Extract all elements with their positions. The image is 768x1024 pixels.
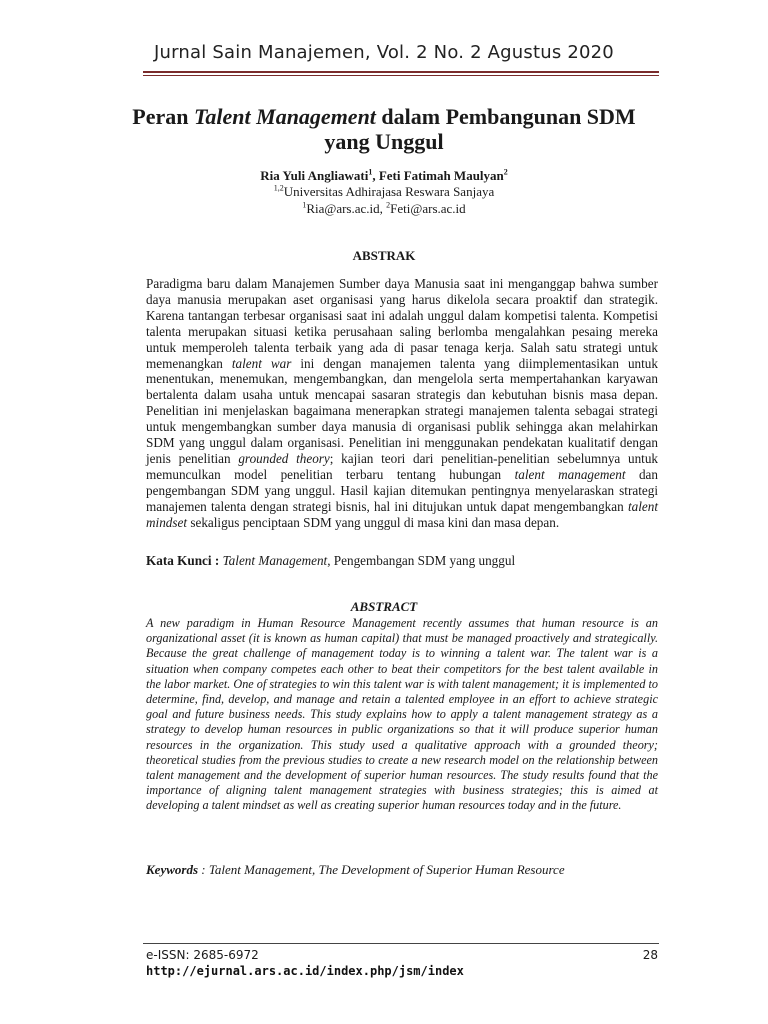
kata-kunci-label: Kata Kunci : xyxy=(146,553,223,568)
abstrak-text: Paradigma baru dalam Manajemen Sumber daya Manusia saat ini menganggap bahwa sumber daya manusia merupakan aset organisasi yang harus dikelola secara proaktif dan strategik. Karena tantangan terbesar organisasi saat ini adalah unggul dalam kompetisi talenta. Kompetisi talenta merupakan situasi ketika perusahaan saling berlomba mengalahkan pesaing mereka untuk memperoleh talenta terbaik yang ada di pasar tenaga kerja. Salah satu strategi untuk memenangkan xyxy=(146,276,658,371)
abstrak-body xyxy=(146,276,658,531)
abstrak-italic: talent management xyxy=(514,466,626,482)
abstrak-text: ; kajian teori dari penelitian-penelitian sebelumnya untuk memunculkan model penelitian terbaru tentang hubungan xyxy=(146,450,659,482)
kata-kunci-italic: Talent Management xyxy=(222,553,328,568)
keywords-text: : Talent Management, The Development of Superior Human Resource xyxy=(198,862,565,877)
journal-url-link[interactable]: http://ejurnal.ars.ac.id/index.php/jsm/index xyxy=(146,964,464,978)
kata-kunci xyxy=(146,553,658,569)
header-rule xyxy=(143,71,659,76)
affil-sup: 1,2 xyxy=(273,183,284,193)
authors xyxy=(0,168,768,184)
email-sup: 1 xyxy=(302,200,307,210)
email-link[interactable]: Feti@ars.ac.id xyxy=(390,201,466,216)
abstrak-text: sekaligus penciptaan SDM yang unggul di masa kini dan masa depan. xyxy=(187,514,560,530)
author-sup: 1 xyxy=(368,167,373,177)
abstrak-italic: talent war xyxy=(231,355,292,371)
abstract-body: A new paradigm in Human Resource Management recently assumes that human resource is an organizational asset (it is known as human capital) that must be managed proactively and strategically. Because the great challenge of management today is to winning a talent war. The talent war is a situation when company competes each other to beat their competitors for the best talent available in the labor market. One of strategies to win this talent war is with talent management; it is implemented to determine, find, develop, and manage and retain a talented employee in an effort to achieve strategic goal and future business needs. This study explains how to apply a talent management strategy as a strategy to develop human resources in public organizations so that it will produce superior human resources in the organization. This study used a qualitative approach with a grounded theory; theoretical studies from the previous studies to create a new research model on the relationship between talent management and the development of superior human resources. The study results found that the importance of aligning talent management strategies with business strategies; this is aimed at developing a talent mindset as well as creating superior human resources today and in the future. xyxy=(146,616,658,813)
email-sup: 2 xyxy=(386,200,391,210)
abstrak-text: dan pengembangan SDM yang unggul. Hasil kajian ditemukan pentingnya menyelaraskan strategi manajemen talenta dengan strategi bisnis, hal ini ditujukan untuk dapat mengembangkan xyxy=(146,466,659,514)
author-sup: 2 xyxy=(503,167,508,177)
kata-kunci-rest: , Pengembangan SDM yang unggul xyxy=(327,553,516,568)
affil-text: Universitas Adhirajasa Reswara Sanjaya xyxy=(283,184,495,199)
paper-title xyxy=(120,104,648,154)
emails xyxy=(0,201,768,217)
footer-issn: e-ISSN: 2685-6972 xyxy=(146,948,259,962)
email-link[interactable]: Ria@ars.ac.id, xyxy=(306,201,387,216)
abstrak-heading: ABSTRAK xyxy=(352,248,416,263)
abstrak-italic: grounded theory xyxy=(238,450,330,466)
abstract-heading: ABSTRACT xyxy=(350,599,418,614)
footer-rule xyxy=(143,943,659,944)
title-italic: Talent Management xyxy=(193,104,376,129)
author-name: Feti Fatimah Maulyan xyxy=(378,168,504,183)
title-part: dalam Pembangunan SDM yang Unggul xyxy=(324,104,636,154)
page-number: 28 xyxy=(642,948,658,962)
journal-header: Jurnal Sain Manajemen, Vol. 2 No. 2 Agustus 2020 xyxy=(154,42,614,63)
abstrak-text: ini dengan manajemen talenta yang diimplementasikan untuk menentukan, menemukan, mengembangkan, dan mengelola serta mempertahankan karyawan bertalenta dalam usaha untuk mencapai sasaran strategis dan kebutuhan bisnis masa depan. Penelitian ini menjelaskan bagaimana menerapkan strategi manajemen talenta sebagai strategi untuk mengembangkan sumber daya manusia di organisasi publik sehingga akan melahirkan SDM yang unggul dalam organisasi. Penelitian ini menggunakan pendekatan kualitatif dengan jenis penelitian xyxy=(146,355,658,466)
title-part: Peran xyxy=(132,104,194,129)
keywords-label: Keywords xyxy=(146,862,198,877)
keywords xyxy=(146,862,658,878)
abstrak-italic: talent mindset xyxy=(146,498,658,530)
author-name: Ria Yuli Angliawati xyxy=(260,168,369,183)
affiliation xyxy=(0,184,768,200)
author-separator: , xyxy=(372,168,379,183)
